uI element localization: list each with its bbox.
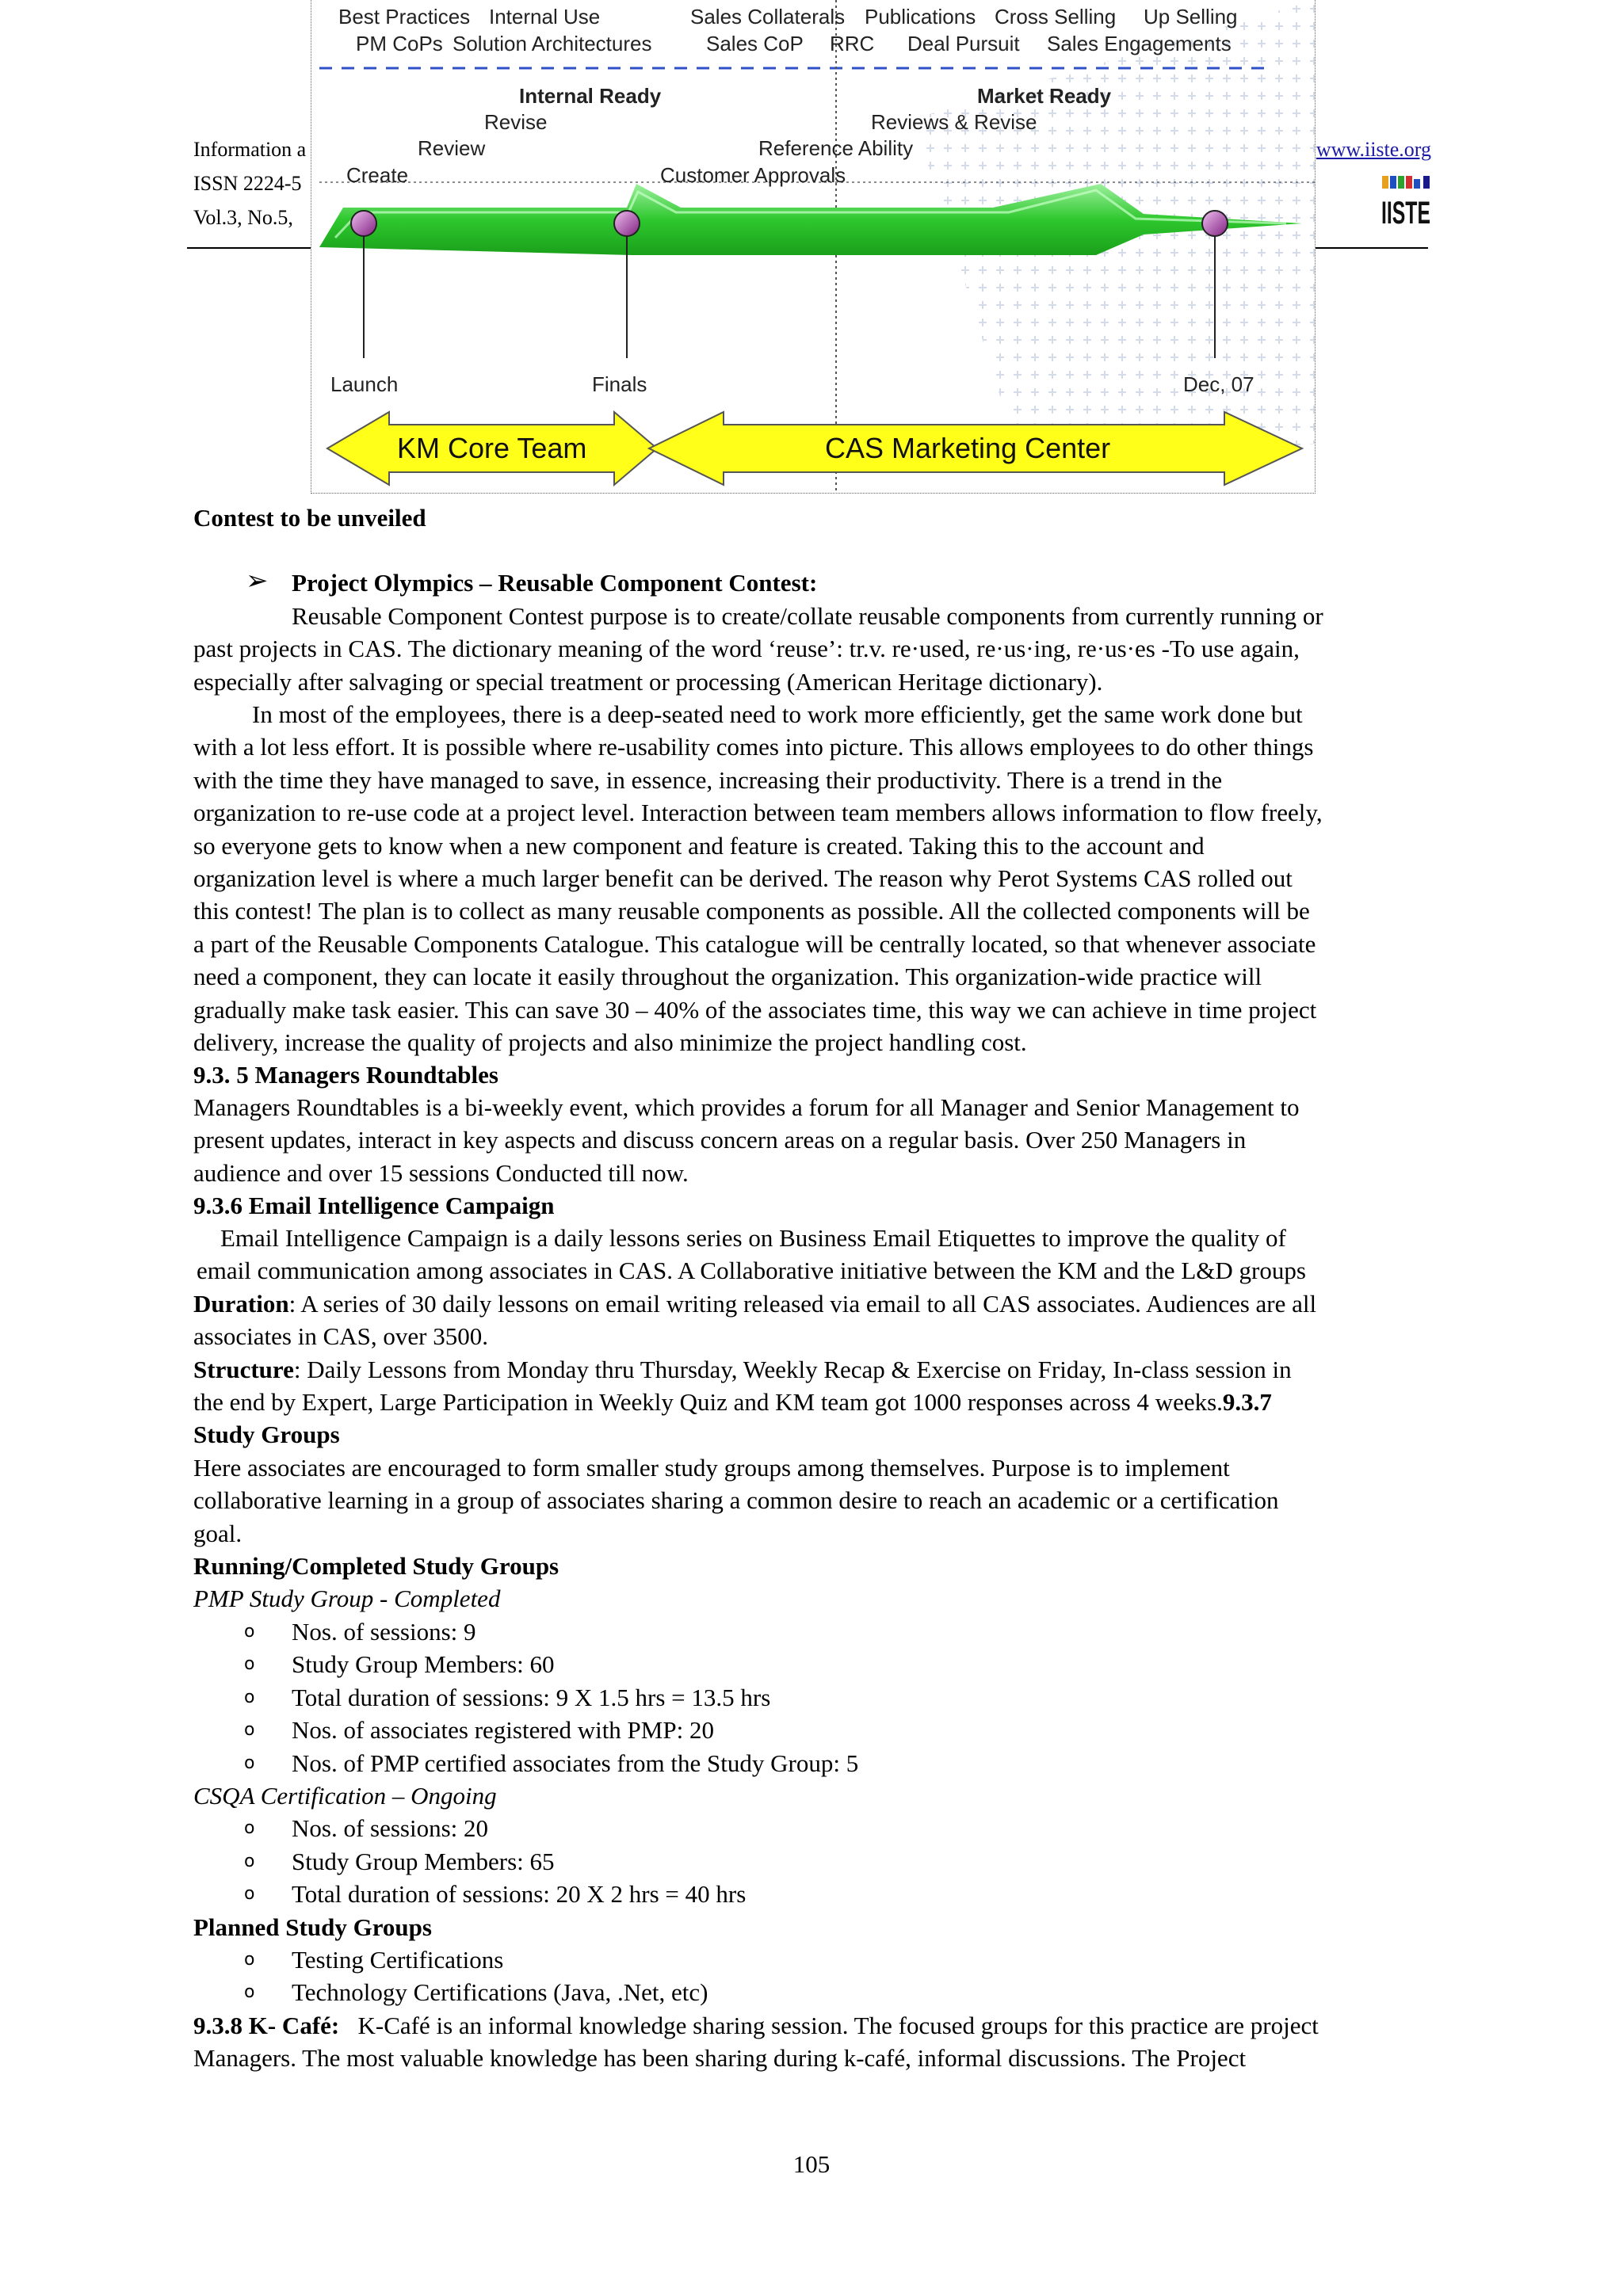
bullet-icon: o (244, 1687, 255, 1707)
text-line: with a lot less effort. It is possible where re-usability comes into picture. This allows employees to do other things (193, 733, 1314, 761)
label-km-core-team: KM Core Team (397, 432, 587, 464)
label-cross-selling: Cross Selling (995, 5, 1117, 29)
text-line: organization level is where a much larger benefit can be derived. The reason why Perot Systems CAS rolled out (193, 864, 1293, 893)
bullet-icon: o (244, 1720, 255, 1741)
milestone-finals (614, 211, 640, 236)
text-line: present updates, interact in key aspects and discuss concern areas on a regular basis. Over 250 Managers in (193, 1126, 1247, 1154)
milestone-dec07 (1202, 211, 1228, 236)
volume-info: Vol.3, No.5, (193, 206, 293, 229)
text-line: Here associates are encouraged to form smaller study groups among themselves. Purpose is to implement (193, 1453, 1230, 1482)
label-pm-cops: PM CoPs (356, 32, 443, 55)
list-item: o Technology Certifications (Java, .Net, etc) (193, 1976, 1431, 2008)
journal-website-link[interactable]: www.iiste.org (1316, 138, 1431, 161)
text-line: need a component, they can locate it easily throughout the organization. This organization-wide practice will (193, 963, 1262, 991)
label-rrc: RRC (830, 32, 875, 55)
bullet-icon: o (244, 1654, 255, 1675)
label-internal-use: Internal Use (489, 5, 601, 29)
bullet-icon: o (244, 1949, 255, 1970)
bullet-icon: o (244, 1982, 255, 2003)
svg-text:IISTE: IISTE (1381, 196, 1430, 231)
text-line: Managers. The most valuable knowledge has been sharing during k-café, informal discussions. The Project (193, 2044, 1247, 2073)
label-create: Create (346, 163, 409, 187)
label-deal-pursuit: Deal Pursuit (907, 32, 1020, 55)
list-item: o Testing Certifications (193, 1943, 1431, 1976)
list-item: o Nos. of associates registered with PMP: 20 (193, 1714, 1431, 1746)
text-line: a part of the Reusable Components Catalogue. This catalogue will be centrally located, so that whenever associate (193, 929, 1316, 958)
paragraph-reusable-contest (193, 600, 1431, 698)
planned-groups-heading: Planned Study Groups (193, 1913, 432, 1941)
page-number: 105 (792, 2150, 831, 2178)
bullet-icon: o (244, 1621, 255, 1642)
label-sales-engagements: Sales Engagements (1047, 32, 1232, 55)
text-line: goal. (193, 1519, 242, 1547)
olympics-heading: Project Olympics – Reusable Component Contest: (292, 569, 818, 597)
list-item: o Nos. of sessions: 9 (193, 1615, 1431, 1648)
duration-label: Duration (193, 1289, 289, 1318)
structure-text: : Daily Lessons from Monday thru Thursday, Weekly Recap & Exercise on Friday, In-class session in (293, 1355, 1292, 1383)
label-market-ready: Market Ready (977, 84, 1112, 108)
label-review: Review (418, 136, 486, 160)
csqa-group-heading: CSQA Certification – Ongoing (193, 1781, 497, 1810)
text-line: audience and over 15 sessions Conducted till now. (193, 1158, 689, 1187)
arrow-bullet-icon: ➢ (246, 565, 269, 597)
text-line: associates in CAS, over 3500. (193, 1322, 488, 1351)
paragraph-email-campaign (193, 1222, 1431, 2075)
label-finals: Finals (592, 372, 647, 396)
bullet-icon: o (244, 1818, 255, 1839)
section-heading-9-3-5: 9.3. 5 Managers Roundtables (193, 1061, 498, 1089)
pmp-group-heading: PMP Study Group - Completed (193, 1585, 501, 1613)
k-cafe-text: K-Café is an informal knowledge sharing session. The focused groups for this practice are project (357, 2011, 1319, 2039)
running-groups-heading: Running/Completed Study Groups (193, 1552, 559, 1581)
label-internal-ready: Internal Ready (519, 84, 662, 108)
section-heading-9-3-7: Study Groups (193, 1421, 340, 1449)
list-item: o Total duration of sessions: 20 X 2 hrs = 40 hrs (193, 1878, 1431, 1910)
text-line: collaborative learning in a group of associates sharing a common desire to reach an academic or a certification (193, 1486, 1279, 1515)
section-heading-9-3-8: 9.3.8 K- Café: (193, 2011, 340, 2039)
list-item: o Total duration of sessions: 9 X 1.5 hrs = 13.5 hrs (193, 1681, 1431, 1714)
text-line: organization to re-use code at a project level. Interaction between team members allows information to flow freely, (193, 799, 1323, 827)
section-heading-9-3-6: 9.3.6 Email Intelligence Campaign (193, 1192, 555, 1219)
text-line: past projects in CAS. The dictionary meaning of the word ‘reuse’: tr.v. re·used, re·us·ing, re·us·es -To use again, (193, 635, 1300, 663)
issn: ISSN 2224-5 (193, 172, 302, 195)
label-customer-approvals: Customer Approvals (660, 163, 846, 187)
list-item: o Study Group Members: 60 (193, 1648, 1431, 1680)
label-revise: Revise (484, 110, 548, 134)
bullet-icon: o (244, 1851, 255, 1871)
label-best-practices: Best Practices (338, 5, 471, 29)
label-reference-ability: Reference Ability (758, 136, 914, 160)
list-item: o Nos. of PMP certified associates from the Study Group: 5 (193, 1747, 1431, 1779)
label-cas-marketing-center: CAS Marketing Center (825, 432, 1111, 464)
text-line: Email Intelligence Campaign is a daily lessons series on Business Email Etiquettes to improve the quality of (220, 1224, 1286, 1252)
section-number-9-3-7: 9.3.7 (1222, 1388, 1272, 1417)
list-item: o Nos. of sessions: 20 (193, 1812, 1431, 1844)
text-line: Managers Roundtables is a bi-weekly event, which provides a forum for all Manager and Senior Management to (193, 1093, 1300, 1121)
journal-name: Information a (193, 138, 307, 161)
text-line: this contest! The plan is to collect as many reusable components as possible. All the collected components will be (193, 897, 1310, 925)
duration-text: : A series of 30 daily lessons on email writing released via email to all CAS associates. Audiences are all (288, 1289, 1317, 1318)
paragraph-reusability (193, 698, 1431, 1058)
text-line: especially after salvaging or special treatment or processing (American Heritage dictionary). (193, 667, 1103, 696)
paragraph-managers-roundtables (193, 1091, 1431, 1189)
structure-label: Structure (193, 1355, 294, 1383)
label-dec-07: Dec, 07 (1183, 372, 1254, 396)
milestone-launch (351, 211, 376, 236)
km-timeline-figure (311, 0, 1316, 494)
bullet-icon: o (244, 1884, 255, 1905)
text-line: Reusable Component Contest purpose is to create/collate reusable components from currently running or (292, 602, 1323, 630)
label-publications: Publications (865, 5, 976, 29)
text-line: delivery, increase the quality of projects and also minimize the project handling cost. (193, 1028, 1027, 1057)
bullet-icon: o (244, 1753, 255, 1773)
contest-heading: Contest to be unveiled (193, 504, 426, 532)
label-launch: Launch (330, 372, 399, 396)
text-line: gradually make task easier. This can save 30 – 40% of the associates time, this way we can achieve in time project (193, 995, 1317, 1024)
label-sales-cop: Sales CoP (706, 32, 804, 55)
text-line: email communication among associates in CAS. A Collaborative initiative between the KM and the L&D groups (197, 1257, 1306, 1285)
iiste-logo (1381, 174, 1431, 231)
text-line: In most of the employees, there is a deep-seated need to work more efficiently, get the same work done but (252, 700, 1303, 728)
structure-text-2: the end by Expert, Large Participation in Weekly Quiz and KM team got 1000 responses across 4 weeks. (193, 1388, 1223, 1417)
label-up-selling: Up Selling (1144, 5, 1238, 29)
text-line: with the time they have managed to save, in essence, increasing their productivity. There is a trend in the (193, 765, 1223, 794)
label-solution-architectures: Solution Architectures (453, 32, 652, 55)
list-item: o Study Group Members: 65 (193, 1845, 1431, 1878)
label-reviews-revise: Reviews & Revise (871, 110, 1037, 134)
label-sales-collaterals: Sales Collaterals (690, 5, 846, 29)
text-line: so everyone gets to know when a new component and feature is created. Taking this to the account and (193, 831, 1205, 860)
